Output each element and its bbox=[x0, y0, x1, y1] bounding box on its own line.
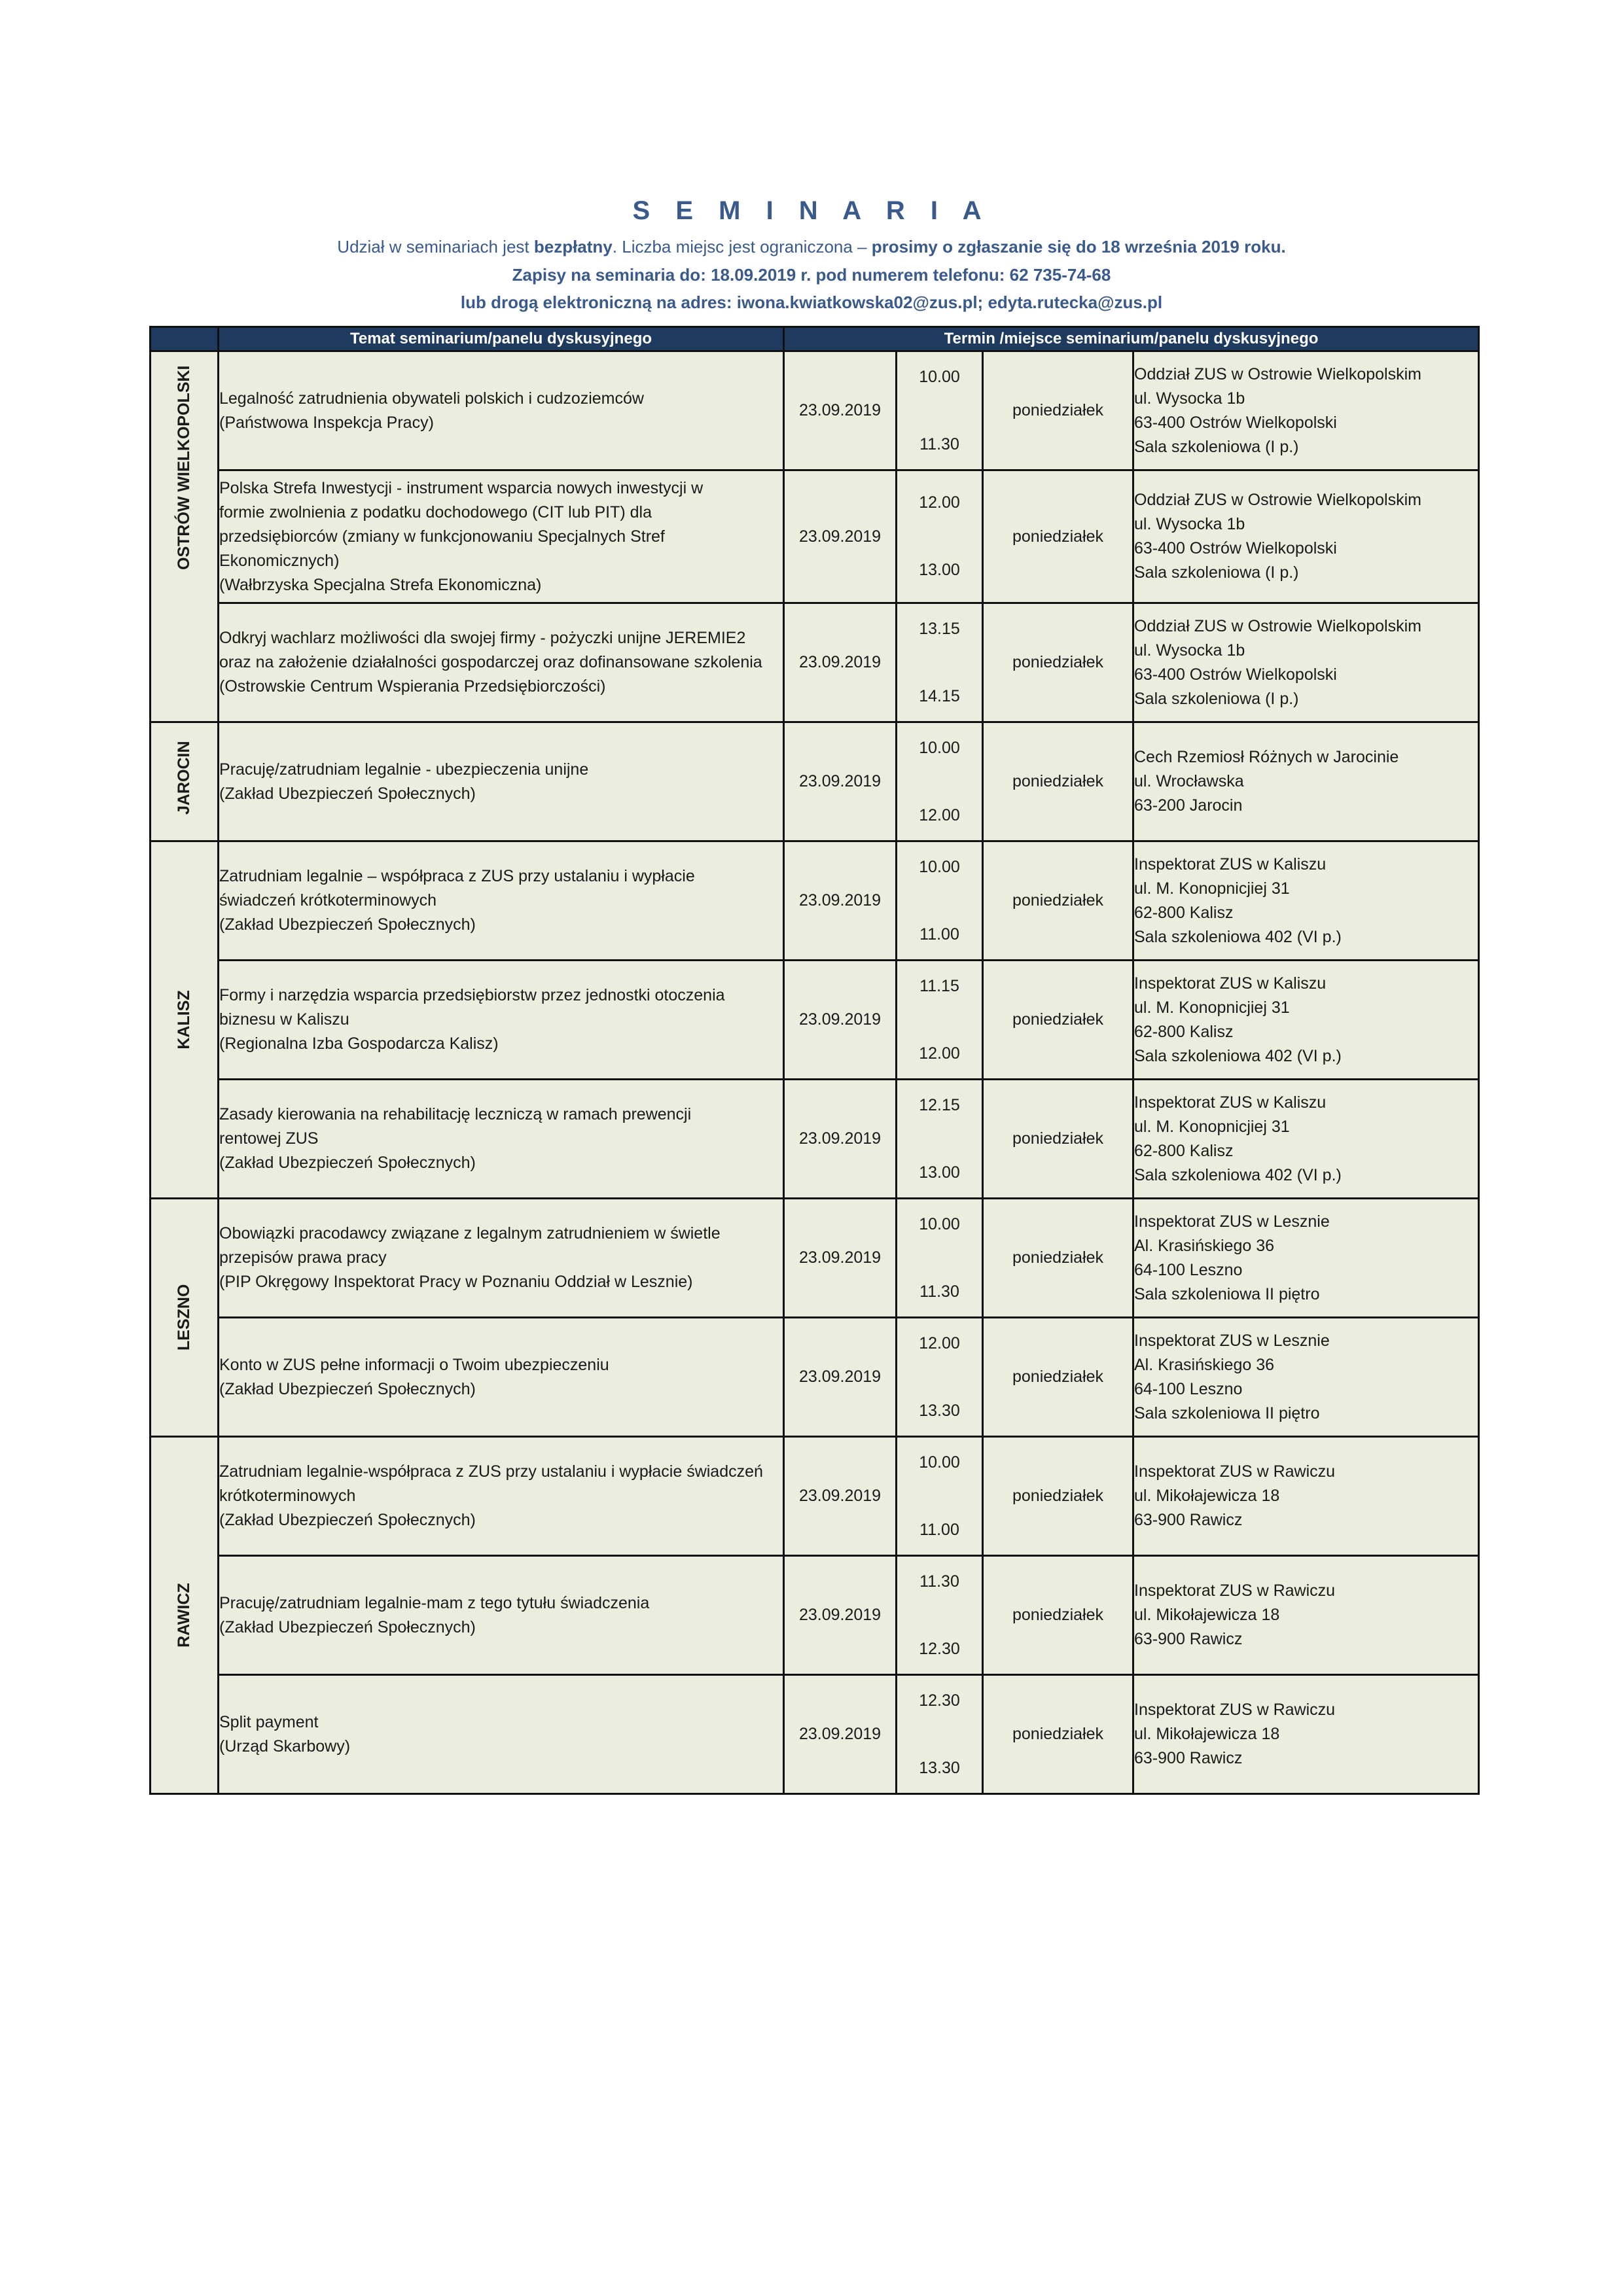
topic-cell bbox=[219, 1437, 784, 1556]
topic-line: przepisów prawa pracy bbox=[219, 1248, 387, 1267]
intro-text-deadline: prosimy o zgłaszanie się do 18 września 2019 roku. bbox=[871, 237, 1286, 256]
location-line: Inspektorat ZUS w Kaliszu bbox=[1134, 974, 1327, 993]
topic-cell bbox=[219, 1080, 784, 1199]
topic-line: Zatrudniam legalnie – współpraca z ZUS przy ustalaniu i wypłacie bbox=[219, 867, 695, 885]
seminar-table-body bbox=[151, 351, 1479, 1794]
location-cell bbox=[1133, 351, 1479, 470]
date-cell: 23.09.2019 bbox=[784, 1437, 897, 1556]
topic-line: (Urząd Skarbowy) bbox=[219, 1737, 351, 1756]
end-time: 13.00 bbox=[919, 561, 960, 579]
weekday-cell: poniedziałek bbox=[983, 1556, 1133, 1675]
location-line: Sala szkoleniowa 402 (VI p.) bbox=[1134, 1046, 1342, 1065]
topic-line: świadczeń krótkoterminowych bbox=[219, 891, 437, 910]
end-time: 12.00 bbox=[919, 1044, 960, 1063]
topic-line: Zasady kierowania na rehabilitację leczniczą w ramach prewencji bbox=[219, 1105, 692, 1123]
signup-phone-line: Zapisy na seminaria do: 18.09.2019 r. pod numerem telefonu: 62 735-74-68 bbox=[512, 265, 1111, 285]
end-time: 13.30 bbox=[919, 1758, 960, 1777]
intro-text-free: bezpłatny bbox=[533, 237, 613, 256]
end-time: 11.30 bbox=[919, 1282, 959, 1301]
location-line: 63-900 Rawicz bbox=[1134, 1749, 1243, 1767]
topic-cell bbox=[219, 841, 784, 961]
time-cell bbox=[897, 470, 983, 603]
table-row bbox=[151, 1199, 1479, 1318]
location-line: Sala szkoleniowa (I p.) bbox=[1134, 563, 1299, 582]
topic-line: (Zakład Ubezpieczeń Społecznych) bbox=[219, 1511, 476, 1529]
topic-line: Polska Strefa Inwestycji - instrument wsparcia nowych inwestycji w bbox=[219, 478, 704, 497]
table-row bbox=[151, 351, 1479, 470]
city-label: OSTRÓW WIELKOPOLSKI bbox=[175, 365, 193, 570]
topic-cell bbox=[219, 603, 784, 722]
intro-line bbox=[0, 237, 1623, 257]
location-line: Sala szkoleniowa II piętro bbox=[1134, 1404, 1320, 1422]
topic-line: (Zakład Ubezpieczeń Społecznych) bbox=[219, 915, 476, 934]
seminar-table bbox=[149, 326, 1480, 1795]
topic-line: Konto w ZUS pełne informacji o Twoim ubezpieczeniu bbox=[219, 1355, 609, 1374]
time-cell bbox=[897, 841, 983, 961]
topic-cell bbox=[219, 1318, 784, 1437]
topic-line: (Wałbrzyska Specjalna Strefa Ekonomiczna) bbox=[219, 575, 542, 594]
location-cell bbox=[1133, 1080, 1479, 1199]
topic-line: (Regionalna Izba Gospodarcza Kalisz) bbox=[219, 1034, 499, 1053]
end-time: 12.30 bbox=[919, 1639, 960, 1658]
table-row bbox=[151, 722, 1479, 841]
location-line: Al. Krasińskiego 36 bbox=[1134, 1236, 1275, 1255]
topic-cell bbox=[219, 1675, 784, 1794]
location-line: Oddział ZUS w Ostrowie Wielkopolskim bbox=[1134, 491, 1421, 509]
location-line: ul. Wysocka 1b bbox=[1134, 389, 1245, 408]
topic-line: (Państwowa Inspekcja Pracy) bbox=[219, 413, 434, 432]
date-cell: 23.09.2019 bbox=[784, 1318, 897, 1437]
location-line: 63-400 Ostrów Wielkopolski bbox=[1134, 539, 1337, 557]
location-line: ul. M. Konopnicjiej 31 bbox=[1134, 1117, 1290, 1136]
location-line: ul. Wrocławska bbox=[1134, 772, 1244, 790]
start-time: 12.00 bbox=[919, 493, 960, 512]
location-line: ul. Wysocka 1b bbox=[1134, 641, 1245, 660]
city-cell bbox=[151, 1437, 219, 1794]
topic-line: formie zwolnienia z podatku dochodowego (CIT lub PIT) dla bbox=[219, 503, 652, 521]
location-line: 63-900 Rawicz bbox=[1134, 1511, 1243, 1529]
weekday-cell: poniedziałek bbox=[983, 351, 1133, 470]
time-cell bbox=[897, 1080, 983, 1199]
start-time: 10.00 bbox=[919, 367, 960, 386]
time-cell bbox=[897, 1437, 983, 1556]
date-cell: 23.09.2019 bbox=[784, 1675, 897, 1794]
date-cell: 23.09.2019 bbox=[784, 1080, 897, 1199]
date-cell: 23.09.2019 bbox=[784, 603, 897, 722]
end-time: 14.15 bbox=[919, 686, 960, 705]
location-line: Inspektorat ZUS w Rawiczu bbox=[1134, 1581, 1336, 1600]
date-cell: 23.09.2019 bbox=[784, 1556, 897, 1675]
weekday-cell: poniedziałek bbox=[983, 1318, 1133, 1437]
location-cell bbox=[1133, 722, 1479, 841]
table-row bbox=[151, 841, 1479, 961]
start-time: 11.30 bbox=[919, 1572, 959, 1591]
topic-line: Formy i narzędzia wsparcia przedsiębiorstw przez jednostki otoczenia bbox=[219, 986, 725, 1004]
table-row bbox=[151, 1318, 1479, 1437]
topic-line: (Zakład Ubezpieczeń Społecznych) bbox=[219, 1379, 476, 1398]
location-line: ul. Wysocka 1b bbox=[1134, 515, 1245, 533]
location-cell bbox=[1133, 841, 1479, 961]
city-label: KALISZ bbox=[175, 990, 193, 1050]
topic-line: Ekonomicznych) bbox=[219, 551, 340, 570]
location-line: ul. M. Konopnicjiej 31 bbox=[1134, 879, 1290, 898]
location-cell bbox=[1133, 1318, 1479, 1437]
start-time: 10.00 bbox=[919, 1214, 960, 1233]
date-cell: 23.09.2019 bbox=[784, 351, 897, 470]
table-row bbox=[151, 961, 1479, 1080]
location-line: 62-800 Kalisz bbox=[1134, 1141, 1234, 1160]
date-cell: 23.09.2019 bbox=[784, 841, 897, 961]
table-row bbox=[151, 1556, 1479, 1675]
location-cell bbox=[1133, 603, 1479, 722]
start-time: 12.00 bbox=[919, 1333, 960, 1352]
start-time: 10.00 bbox=[919, 738, 960, 757]
weekday-cell: poniedziałek bbox=[983, 722, 1133, 841]
topic-line: krótkoterminowych bbox=[219, 1487, 356, 1505]
start-time: 10.00 bbox=[919, 857, 960, 876]
intro-text-c: . Liczba miejsc jest ograniczona – bbox=[612, 237, 872, 256]
time-cell bbox=[897, 961, 983, 1080]
topic-line: Obowiązki pracodawcy związane z legalnym zatrudnieniem w świetle bbox=[219, 1224, 721, 1243]
header-topic: Temat seminarium/panelu dyskusyjnego bbox=[219, 327, 784, 351]
weekday-cell: poniedziałek bbox=[983, 1675, 1133, 1794]
location-line: Inspektorat ZUS w Rawiczu bbox=[1134, 1462, 1336, 1481]
topic-line: Odkryj wachlarz możliwości dla swojej firmy - pożyczki unijne JEREMIE2 bbox=[219, 629, 746, 647]
topic-line: Pracuję/zatrudniam legalnie - ubezpieczenia unijne bbox=[219, 760, 589, 779]
header-term: Termin /miejsce seminarium/panelu dyskusyjnego bbox=[784, 327, 1479, 351]
end-time: 11.30 bbox=[919, 434, 959, 453]
location-cell bbox=[1133, 1675, 1479, 1794]
city-label: LESZNO bbox=[175, 1284, 193, 1351]
topic-line: (Zakład Ubezpieczeń Społecznych) bbox=[219, 1617, 476, 1636]
location-line: 64-100 Leszno bbox=[1134, 1260, 1243, 1279]
date-cell: 23.09.2019 bbox=[784, 961, 897, 1080]
topic-line: (Zakład Ubezpieczeń Społecznych) bbox=[219, 784, 476, 803]
table-row bbox=[151, 1675, 1479, 1794]
time-cell bbox=[897, 1675, 983, 1794]
date-cell: 23.09.2019 bbox=[784, 470, 897, 603]
location-line: Inspektorat ZUS w Lesznie bbox=[1134, 1212, 1330, 1231]
location-line: ul. Mikołajewicza 18 bbox=[1134, 1487, 1280, 1505]
header-corner bbox=[151, 327, 219, 351]
location-line: Sala szkoleniowa 402 (VI p.) bbox=[1134, 927, 1342, 946]
location-line: 63-400 Ostrów Wielkopolski bbox=[1134, 665, 1337, 684]
end-time: 13.30 bbox=[919, 1401, 960, 1420]
intro-text-a: Udział w seminariach jest bbox=[337, 237, 534, 256]
location-line: Sala szkoleniowa (I p.) bbox=[1134, 689, 1299, 708]
time-cell bbox=[897, 1199, 983, 1318]
city-cell bbox=[151, 1199, 219, 1437]
city-cell bbox=[151, 351, 219, 722]
topic-line: Split payment bbox=[219, 1712, 319, 1731]
location-line: 62-800 Kalisz bbox=[1134, 1022, 1234, 1041]
topic-cell bbox=[219, 1556, 784, 1675]
location-line: 63-400 Ostrów Wielkopolski bbox=[1134, 413, 1337, 432]
topic-line: (Ostrowskie Centrum Wspierania Przedsiębiorczości) bbox=[219, 677, 606, 696]
table-row bbox=[151, 603, 1479, 722]
time-cell bbox=[897, 1318, 983, 1437]
location-line: Inspektorat ZUS w Rawiczu bbox=[1134, 1701, 1336, 1719]
table-row bbox=[151, 1437, 1479, 1556]
start-time: 13.15 bbox=[919, 619, 960, 638]
page-title: S E M I N A R I A bbox=[632, 196, 991, 225]
start-time: 12.15 bbox=[919, 1095, 960, 1114]
location-line: Inspektorat ZUS w Lesznie bbox=[1134, 1331, 1330, 1350]
time-cell bbox=[897, 1556, 983, 1675]
topic-cell bbox=[219, 351, 784, 470]
location-line: Sala szkoleniowa 402 (VI p.) bbox=[1134, 1165, 1342, 1184]
topic-line: biznesu w Kaliszu bbox=[219, 1010, 349, 1029]
location-line: 63-900 Rawicz bbox=[1134, 1630, 1243, 1648]
location-line: Cech Rzemiosł Różnych w Jarocinie bbox=[1134, 748, 1399, 766]
location-line: 63-200 Jarocin bbox=[1134, 796, 1243, 815]
time-cell bbox=[897, 722, 983, 841]
start-time: 11.15 bbox=[919, 976, 959, 995]
time-cell bbox=[897, 603, 983, 722]
location-line: 64-100 Leszno bbox=[1134, 1379, 1243, 1398]
end-time: 12.00 bbox=[919, 805, 960, 824]
end-time: 11.00 bbox=[919, 925, 959, 944]
topic-line: oraz na założenie działalności gospodarczej oraz dofinansowane szkolenia bbox=[219, 653, 762, 671]
location-line: 62-800 Kalisz bbox=[1134, 903, 1234, 922]
topic-line: Zatrudniam legalnie-współpraca z ZUS przy ustalaniu i wypłacie świadczeń bbox=[219, 1462, 763, 1481]
weekday-cell: poniedziałek bbox=[983, 1437, 1133, 1556]
location-line: Al. Krasińskiego 36 bbox=[1134, 1355, 1275, 1374]
topic-line: rentowej ZUS bbox=[219, 1129, 319, 1148]
location-line: Sala szkoleniowa II piętro bbox=[1134, 1284, 1320, 1303]
start-time: 10.00 bbox=[919, 1453, 960, 1472]
topic-line: (Zakład Ubezpieczeń Społecznych) bbox=[219, 1154, 476, 1172]
weekday-cell: poniedziałek bbox=[983, 470, 1133, 603]
date-cell: 23.09.2019 bbox=[784, 1199, 897, 1318]
weekday-cell: poniedziałek bbox=[983, 603, 1133, 722]
signup-email-line: lub drogą elektroniczną na adres: iwona.kwiatkowska02@zus.pl; edyta.rutecka@zus.pl bbox=[460, 292, 1163, 312]
table-row bbox=[151, 1080, 1479, 1199]
location-line: ul. Mikołajewicza 18 bbox=[1134, 1725, 1280, 1743]
city-cell bbox=[151, 841, 219, 1199]
topic-line: przedsiębiorców (zmiany w funkcjonowaniu Specjalnych Stref bbox=[219, 527, 665, 546]
topic-cell bbox=[219, 1199, 784, 1318]
date-cell: 23.09.2019 bbox=[784, 722, 897, 841]
location-line: ul. M. Konopnicjiej 31 bbox=[1134, 998, 1290, 1017]
topic-cell bbox=[219, 961, 784, 1080]
location-cell bbox=[1133, 961, 1479, 1080]
location-cell bbox=[1133, 1199, 1479, 1318]
time-cell bbox=[897, 351, 983, 470]
location-line: Inspektorat ZUS w Kaliszu bbox=[1134, 855, 1327, 874]
location-line: Inspektorat ZUS w Kaliszu bbox=[1134, 1093, 1327, 1112]
weekday-cell: poniedziałek bbox=[983, 961, 1133, 1080]
city-label: RAWICZ bbox=[175, 1583, 193, 1648]
topic-line: (PIP Okręgowy Inspektorat Pracy w Poznaniu Oddział w Lesznie) bbox=[219, 1273, 693, 1291]
location-line: Oddział ZUS w Ostrowie Wielkopolskim bbox=[1134, 364, 1421, 383]
location-line: Oddział ZUS w Ostrowie Wielkopolskim bbox=[1134, 616, 1421, 635]
location-cell bbox=[1133, 1556, 1479, 1675]
end-time: 13.00 bbox=[919, 1163, 960, 1182]
weekday-cell: poniedziałek bbox=[983, 841, 1133, 961]
topic-cell bbox=[219, 722, 784, 841]
location-line: Sala szkoleniowa (I p.) bbox=[1134, 437, 1299, 456]
location-line: ul. Mikołajewicza 18 bbox=[1134, 1606, 1280, 1624]
end-time: 11.00 bbox=[919, 1520, 959, 1539]
location-cell bbox=[1133, 470, 1479, 603]
location-cell bbox=[1133, 1437, 1479, 1556]
city-label: JAROCIN bbox=[175, 741, 193, 815]
city-cell bbox=[151, 722, 219, 841]
topic-line: Pracuję/zatrudniam legalnie-mam z tego tytułu świadczenia bbox=[219, 1593, 650, 1612]
start-time: 12.30 bbox=[919, 1691, 960, 1710]
topic-cell bbox=[219, 470, 784, 603]
topic-line: Legalność zatrudnienia obywateli polskich i cudzoziemców bbox=[219, 389, 644, 408]
weekday-cell: poniedziałek bbox=[983, 1080, 1133, 1199]
table-row bbox=[151, 470, 1479, 603]
weekday-cell: poniedziałek bbox=[983, 1199, 1133, 1318]
